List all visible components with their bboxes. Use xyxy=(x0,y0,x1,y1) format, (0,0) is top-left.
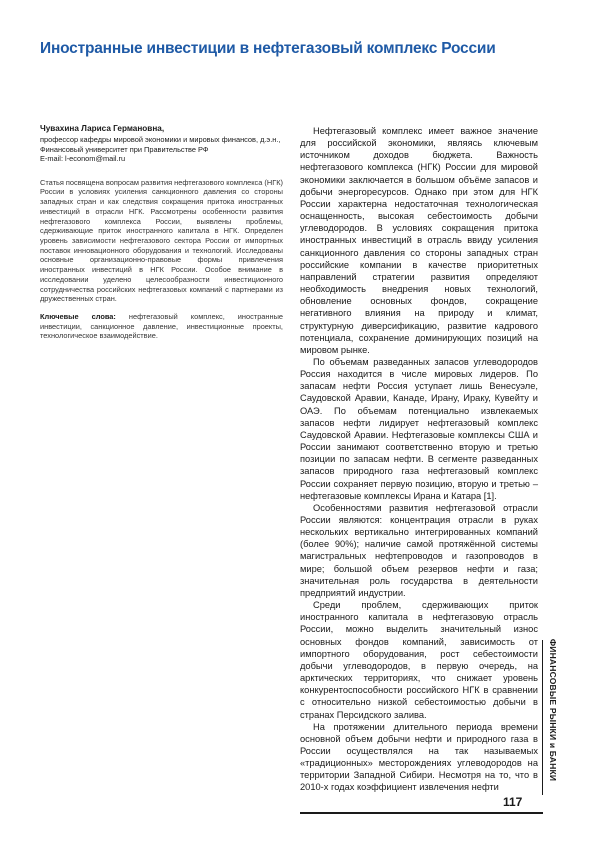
section-tab xyxy=(546,640,560,780)
body-paragraph: По объемам разведанных запасов углеводородов Россия находится в числе мировых лидеров. По запасам нефти Россия уступает лишь Венесуэле, Саудовской Аравии, Канаде, Ирану, Ираку, Кувейту и ОАЭ. По объемам потенциально извлекаемых запасов нефти лидирует нефтегазовый комплекс Саудовской Аравии. Нефтегазовые комплексы США и России занимают соответственно вторую и третью позиции по запасам нефти. В сегменте разведанных запасов природного газа нефтегазовый комплекс России сохраняет первую позицию, вторую и третью – нефтегазовые комплексы Ирана и Катара [1]. xyxy=(300,356,538,501)
body-paragraph: Среди проблем, сдерживающих приток иностранного капитала в нефтегазовую отрасль России, можно выделить значительный износ основных фондов компаний, зависимость от импортного оборудования, рост себестоимости добычи углеводородов, в первую очередь, на арктических территориях, что снижает уровень конкурентоспособности российского НГК в сравнении с относительно низкой себестоимостью добычи в странах Персидского залива. xyxy=(300,600,538,720)
section-tab-divider xyxy=(542,640,543,795)
author-email: E-mail: l-econom@mail.ru xyxy=(40,154,126,164)
footer-rule xyxy=(300,812,543,814)
body-paragraph: Нефтегазовый комплекс имеет важное значение для российской экономики, являясь ключевым источником доходов бюджета. Важность нефтегазового комплекса (НГК) России для мировой экономики заключается в большом объёме запасов и добычи энергоресурсов. Однако при этом для НГК России характерна недостаточная технологическая оснащенность, высокая себестоимость добычи углеводородов. В условиях сокращения притока иностранных инвестиций в отрасль ввиду усиления санкционного давления со стороны западных стран российские компании в качестве приоритетных направлений стратегии развития определяют необходимость внедрения новых технологий, обновление основных фондов, сокращение негативного влияния на природу и климат, структурную диверсификацию, развитие кадрового потенциала, сохранение доминирующих позиций на мировом рынке. xyxy=(300,126,538,355)
abstract: Статья посвящена вопросам развития нефтегазового комплекса (НГК) России в условиях усиления санкционного давления со стороны западных стран и как следствия сокращения притока иностранных инвестиций в отрасли НГК. Рассмотрены особенности развития нефтегазового комплекса России, выявлены проблемы, сдерживающие приток иностранного капитала в НГК. Определен уровень зависимости нефтегазового сектора России от импортных поставок инновационного оборудования и технологий. Исследованы основные организационно-правовые формы привлечения иностранных инвестиций в НГК России. Особое внимание в исследовании уделено целесообразности инвестиционного сотрудничества российских нефтегазовых компаний с партнерами из дружественных стран. xyxy=(40,177,283,304)
body-paragraph: Особенностями развития нефтегазовой отрасли России являются: концентрация отрасли в руках нескольких вертикально интегрированных компаний (более 90%); наличие самой протяжённой системы магистральных нефтепроводов и газопроводов в мире; большой объем резервов нефти и газа; значительная роль государства в деятельности предприятий индустрии. xyxy=(300,502,538,598)
author-name: Чувахина Лариса Германовна, xyxy=(40,124,165,133)
section-tab-label: ФИНАНСОВЫЕ РЫНКИ и БАНКИ xyxy=(548,638,559,782)
keywords-text: нефтегазовый комплекс, иностранные инвестиции, санкционное давление, инвестиционные проекты, технологическое взаимодействие. xyxy=(40,311,283,341)
body-paragraph: На протяжении длительного периода времени основной объем добычи нефти и природного газа в России осуществлялся на так называемых «традиционных» месторождениях углеводородов на территории Западной Сибири. Несмотря на то, что в 2010-х годах коэффициент извлечения нефти xyxy=(300,721,538,793)
article-title: Иностранные инвестиции в нефтегазовый комплекс России xyxy=(40,40,496,57)
page-number: 117 xyxy=(503,795,523,809)
author-affiliation: профессор кафедры мировой экономики и мировых финансов, д.э.н., Финансовый университет при Правительстве РФ xyxy=(40,135,281,154)
body-text-column xyxy=(300,125,538,794)
author-abstract-column xyxy=(40,124,283,341)
keywords xyxy=(40,312,283,341)
keywords-label: Ключевые слова: xyxy=(40,311,116,321)
